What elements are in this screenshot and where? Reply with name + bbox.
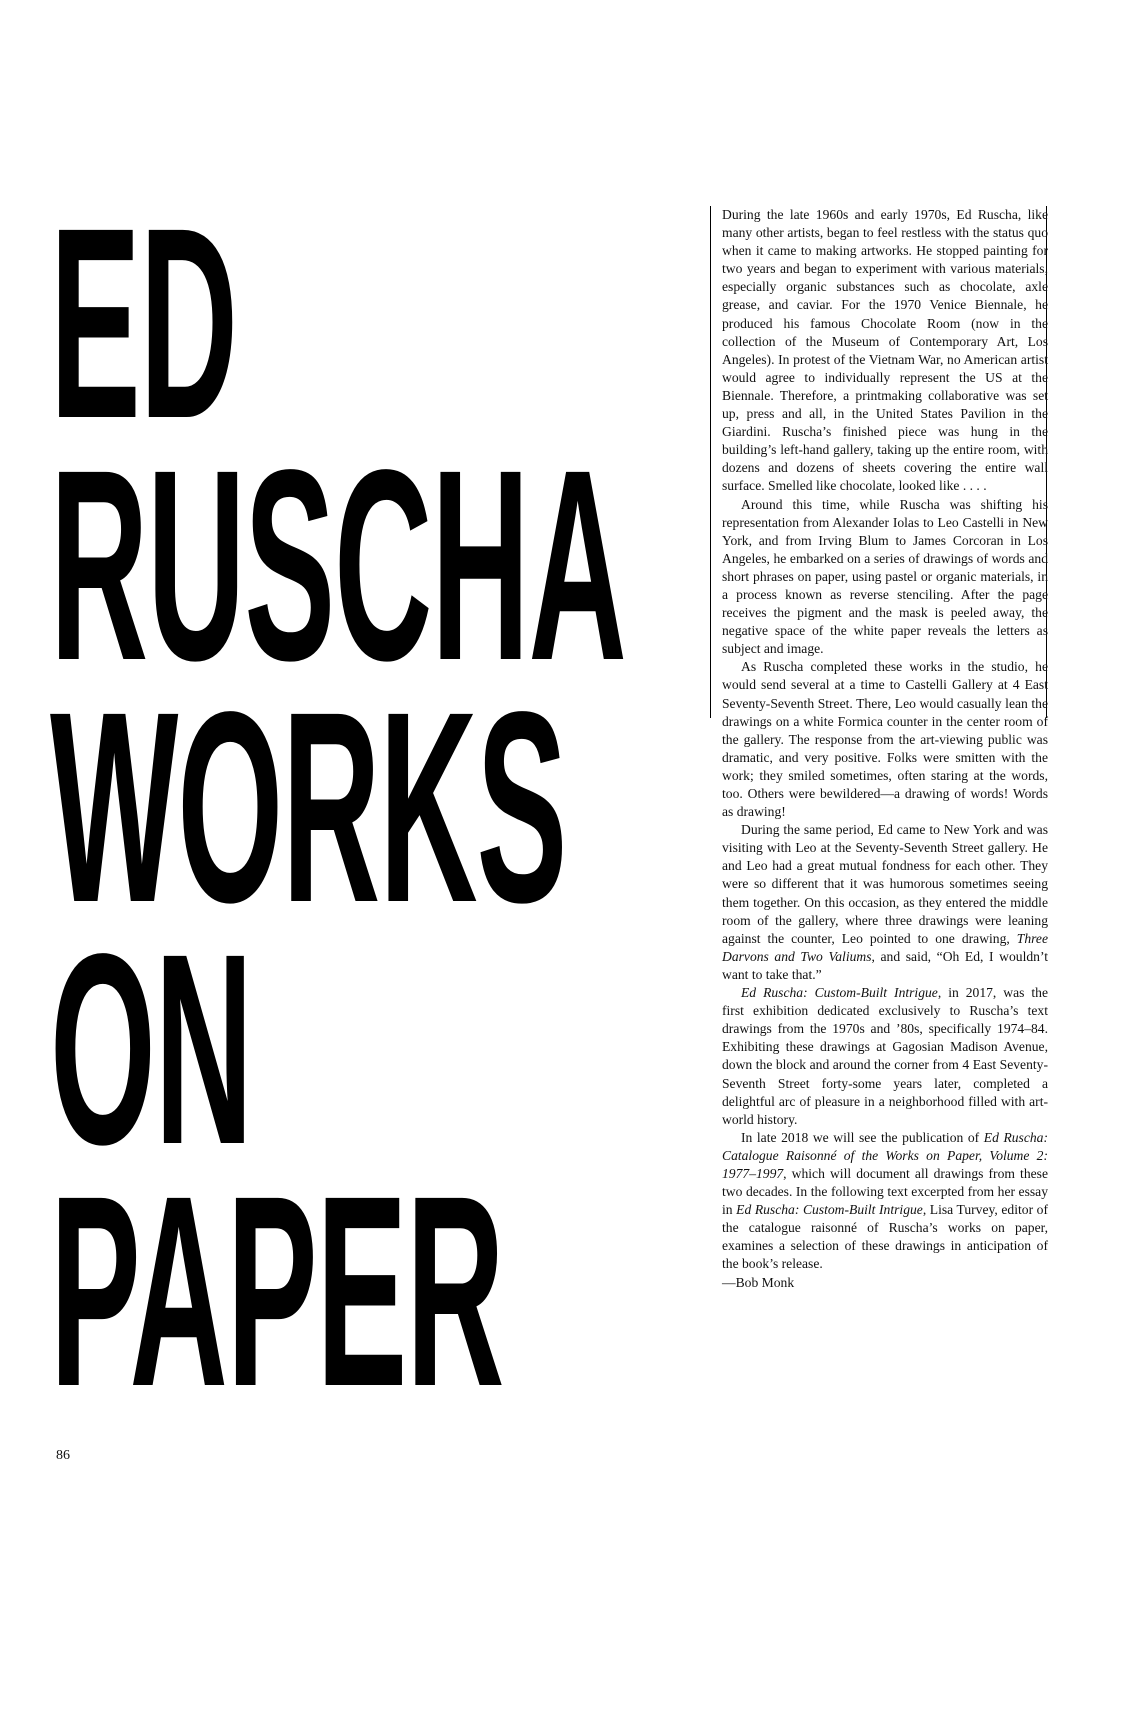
- headline-line-4: ON: [50, 897, 252, 1201]
- headline-line-2: RUSCHA: [50, 413, 626, 717]
- exhibition-title: Ed Ruscha: Custom-Built Intrigue: [741, 985, 938, 1001]
- headline-line-3: WORKS: [50, 655, 567, 959]
- article-body: [722, 206, 1048, 1292]
- paragraph-6-text-a: In late 2018 we will see the publication of: [741, 1129, 984, 1145]
- column-rule-left: [710, 206, 711, 718]
- paragraph-1: During the late 1960s and early 1970s, Ed Ruscha, like many other artists, began to feel restless with the status quo when it came to making artworks. He stopped painting for two years and began to experiment with various materials, especially organic substances such as chocolate, axle grease, and caviar. For the 1970 Venice Biennale, he produced his famous Chocolate Room (now in the collection of the Museum of Contemporary Art, Los Angeles). In protest of the Vietnam War, no American artist would agree to individually represent the US at the Biennale. Therefore, a printmaking collaborative was set up, press and all, in the United States Pavilion in the Giardini. Ruscha’s finished piece was hung in the building’s left-hand gallery, taking up the entire room, with dozens and dozens of sheets covering the entire wall surface. Smelled like chocolate, looked like . . . .: [722, 207, 1048, 494]
- headline-line-5: PAPER: [50, 1139, 504, 1443]
- paragraph-4-text-b: , and said, “Oh Ed, I wouldn’t want to take that.”: [722, 948, 1049, 982]
- paragraph-4: [722, 821, 1048, 984]
- page-number: 86: [56, 1448, 70, 1463]
- paragraph-5: [722, 984, 1048, 1129]
- paragraph-3: As Ruscha completed these works in the studio, he would send several at a time to Castelli Gallery at 4 East Seventy-Seventh Street. There, Leo would casually lean the drawings on a white Formica counter in the center room of the gallery. The response from the art-viewing public was dramatic, and very positive. Folks were smitten with the work; they smiled sometimes, often staring at the words, too. Others were bewildered—a drawing of words! Words as drawing!: [722, 659, 1048, 820]
- paragraph-5-text: , in 2017, was the first exhibition dedicated exclusively to Ruscha’s text drawings from the 1970s and ’80s, specifically 1974–84. Exhibiting these drawings at Gagosian Madison Avenue, down the block and around the corner from 4 East Seventy-Seventh Street forty-some years later, completed a delightful arc of pleasure in a neighborhood filled with art-world history.: [722, 985, 1049, 1127]
- paragraph-4-text-a: During the same period, Ed came to New York and was visiting with Leo at the Seventy-Seventh Street gallery. He and Leo had a great mutual fondness for each other. They were so different that it was humorous sometimes seeing them together. On this occasion, as they entered the middle room of the gallery, where three drawings were leaning against the counter, Leo pointed to one drawing,: [722, 822, 1048, 946]
- paragraph-6-text-b: , which will document all drawings from these two decades. In the following text excerpted from her essay in: [722, 1165, 1048, 1218]
- paragraph-6-text-c: , Lisa Turvey, editor of the catalogue raisonné of Ruscha’s works on paper, examines a selection of these drawings in anticipation of the book’s release.: [722, 1202, 1048, 1272]
- headline: [50, 171, 626, 1443]
- artwork-title: Three Darvons and Two Valiums: [722, 930, 1048, 964]
- author-signature: —Bob Monk: [722, 1274, 795, 1290]
- catalogue-title: Ed Ruscha: Catalogue Raisonné of the Works on Paper, Volume 2: 1977–1997: [722, 1129, 1048, 1181]
- headline-line-1: ED: [50, 171, 237, 475]
- essay-source-title: Ed Ruscha: Custom-Built Intrigue: [736, 1202, 923, 1218]
- paragraph-6: [722, 1129, 1048, 1274]
- article-column: [710, 206, 1047, 1718]
- paragraph-2: Around this time, while Ruscha was shifting his representation from Alexander Iolas to Leo Castelli in New York, and from Irving Blum to James Corcoran in Los Angeles, he embarked on a series of drawings of words and short phrases on paper, using pastel or organic materials, in a process known as reverse stenciling. After the page receives the pigment and the mask is peeled away, the negative space of the white paper reveals the letters as subject and image.: [722, 496, 1048, 657]
